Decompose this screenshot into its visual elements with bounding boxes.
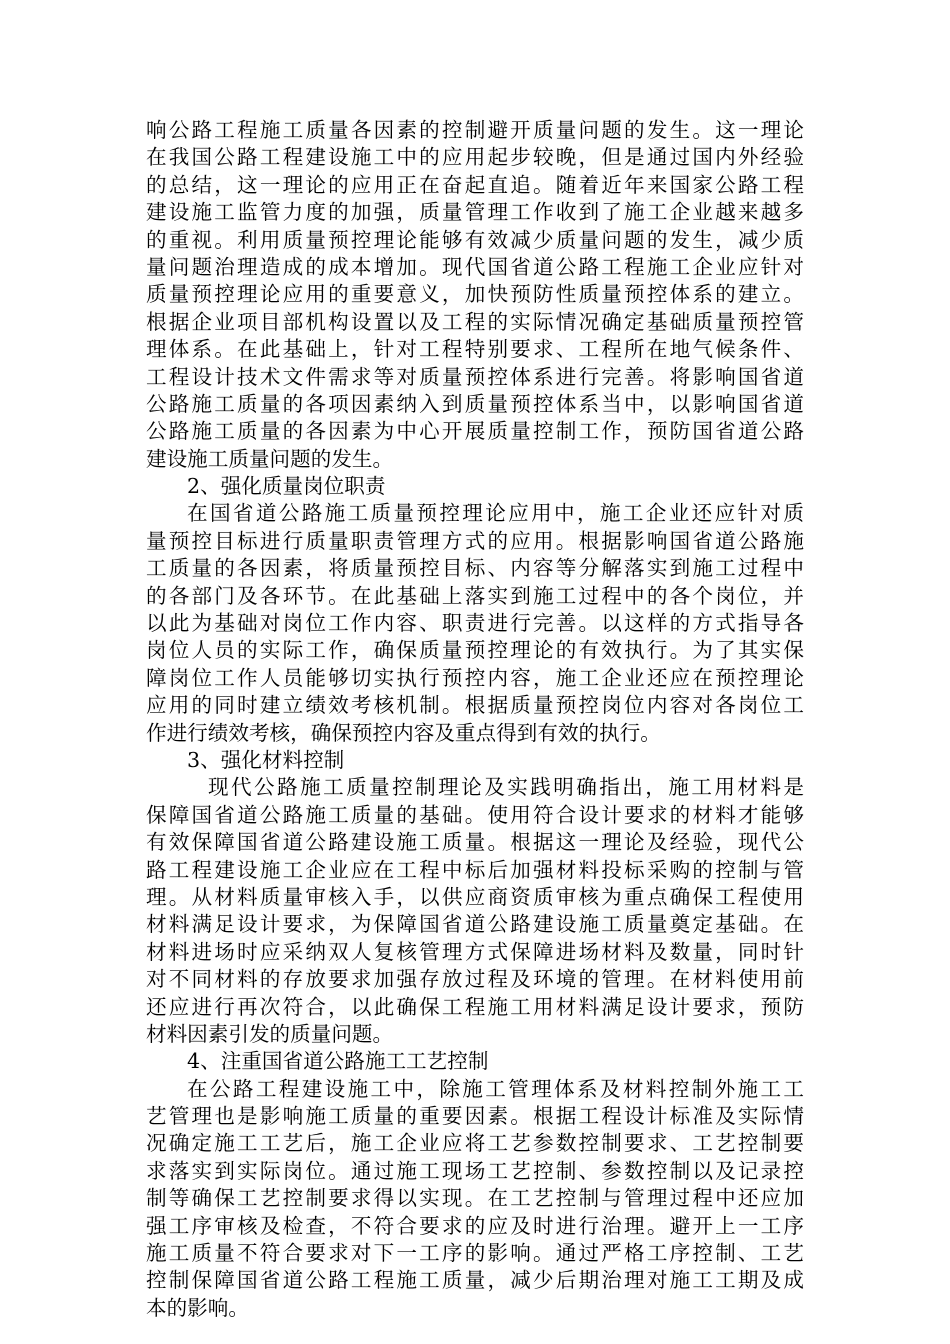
section-heading-4: 4、注重国省道公路施工工艺控制: [187, 1049, 489, 1074]
text-line: 况确定施工工艺后，施工企业应将工艺参数控制要求、工艺控制要: [146, 1131, 804, 1156]
text-line: 制等确保工艺控制要求得以实现。在工艺控制与管理过程中还应加: [146, 1186, 804, 1211]
text-line: 量问题治理造成的成本增加。现代国省道公路工程施工企业应针对: [146, 254, 804, 279]
section-heading-3: 3、强化材料控制: [187, 747, 345, 772]
text-line: 应用的同时建立绩效考核机制。根据质量预控岗位内容对各岗位工: [146, 693, 804, 718]
text-line: 作进行绩效考核，确保预控内容及重点得到有效的执行。: [146, 720, 661, 745]
text-line: 材料满足设计要求，为保障国省道公路建设施工质量奠定基础。在: [146, 912, 804, 937]
text-line: 岗位人员的实际工作，确保质量预控理论的有效执行。为了其实保: [146, 638, 804, 663]
text-line: 公路施工质量的各因素为中心开展质量控制工作，预防国省道公路: [146, 419, 804, 444]
text-line: 的各部门及各环节。在此基础上落实到施工过程中的各个岗位，并: [146, 583, 804, 608]
text-line: 工质量的各因素，将质量预控目标、内容等分解落实到施工过程中: [146, 556, 804, 581]
text-line: 建设施工监管力度的加强，质量管理工作收到了施工企业越来越多: [146, 200, 804, 225]
text-line: 对不同材料的存放要求加强存放过程及环境的管理。在材料使用前: [146, 967, 804, 992]
text-line: 还应进行再次符合，以此确保工程施工用材料满足设计要求，预防: [146, 994, 804, 1019]
text-line: 本的影响。: [146, 1295, 249, 1320]
text-line: 在我国公路工程建设施工中的应用起步较晚，但是通过国内外经验: [146, 145, 804, 170]
text-line: 障岗位工作人员能够切实执行预控内容，施工企业还应在预控理论: [146, 665, 804, 690]
text-line: 的重视。利用质量预控理论能够有效减少质量问题的发生，减少质: [146, 227, 804, 252]
section-heading-2: 2、强化质量岗位职责: [187, 474, 386, 499]
text-line: 强工序审核及检查，不符合要求的应及时进行治理。避开上一工序: [146, 1213, 804, 1238]
text-line: 在公路工程建设施工中，除施工管理体系及材料控制外施工工: [187, 1076, 804, 1101]
paragraph-1: [146, 117, 804, 473]
text-line: 工程设计技术文件需求等对质量预控体系进行完善。将影响国省道: [146, 364, 804, 389]
text-line: 量预控目标进行质量职责管理方式的应用。根据影响国省道公路施: [146, 528, 804, 553]
document-page: [146, 117, 804, 1322]
text-line: 路工程建设施工企业应在工程中标后加强材料投标采购的控制与管: [146, 857, 804, 882]
text-line: 艺管理也是影响施工质量的重要因素。根据工程设计标准及实际情: [146, 1104, 804, 1129]
text-line: 质量预控理论应用的重要意义，加快预防性质量预控体系的建立。: [146, 282, 804, 307]
paragraph-2: [146, 500, 804, 747]
paragraph-3: [146, 774, 804, 1048]
text-line: 求落实到实际岗位。通过施工现场工艺控制、参数控制以及记录控: [146, 1158, 804, 1183]
text-line: 根据企业项目部机构设置以及工程的实际情况确定基础质量预控管: [146, 309, 804, 334]
text-line: 材料进场时应采纳双人复核管理方式保障进场材料及数量，同时针: [146, 939, 804, 964]
text-line: 理体系。在此基础上，针对工程特别要求、工程所在地气候条件、: [146, 337, 804, 362]
text-line: 的总结，这一理论的应用正在奋起直追。随着近年来国家公路工程: [146, 172, 804, 197]
text-line: 理。从材料质量审核入手，以供应商资质审核为重点确保工程使用: [146, 884, 804, 909]
text-line: 以此为基础对岗位工作内容、职责进行完善。以这样的方式指导各: [146, 611, 804, 636]
text-line: 现代公路施工质量控制理论及实践明确指出，施工用材料是: [208, 775, 804, 800]
text-line: 在国省道公路施工质量预控理论应用中，施工企业还应针对质: [187, 501, 804, 526]
text-line: 施工质量不符合要求对下一工序的影响。通过严格工序控制、工艺: [146, 1241, 804, 1266]
text-line: 控制保障国省道公路工程施工质量，减少后期治理对施工工期及成: [146, 1268, 804, 1293]
text-line: 有效保障国省道公路建设施工质量。根据这一理论及经验，现代公: [146, 830, 804, 855]
text-line: 公路施工质量的各项因素纳入到质量预控体系当中，以影响国省道: [146, 391, 804, 416]
text-line: 响公路工程施工质量各因素的控制避开质量问题的发生。这一理论: [146, 118, 804, 142]
text-line: 保障国省道公路施工质量的基础。使用符合设计要求的材料才能够: [146, 802, 804, 827]
text-line: 材料因素引发的质量问题。: [146, 1021, 394, 1046]
text-line: 建设施工质量问题的发生。: [146, 446, 394, 471]
paragraph-4: [146, 1076, 804, 1323]
